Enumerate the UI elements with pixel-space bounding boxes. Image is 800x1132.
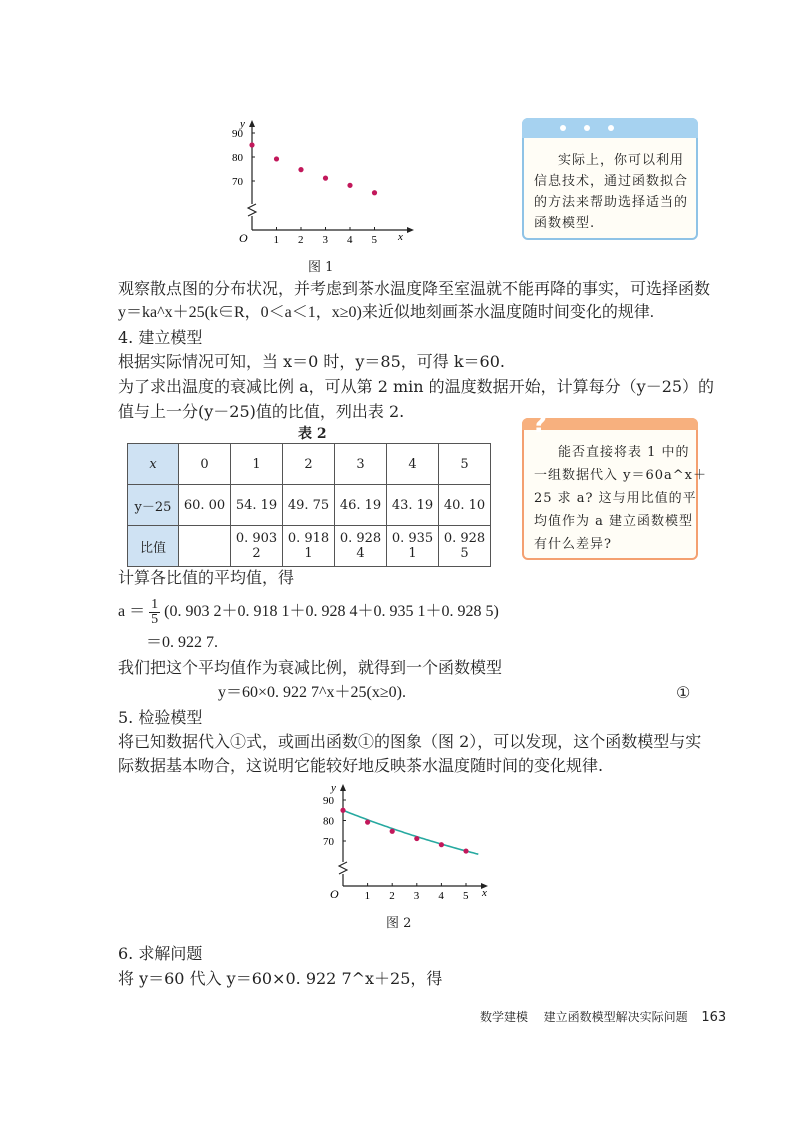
formula-prefix: a ＝ xyxy=(118,603,146,621)
note-line: 25 求 a? 这与用比值的平 xyxy=(534,491,697,506)
x-axis-label: x xyxy=(482,887,487,899)
y-tick-label: 80 xyxy=(323,815,334,828)
note-line: 信息技术，通过函数拟合 xyxy=(534,174,689,189)
footer-book: 数学建模 xyxy=(480,1010,529,1024)
table-cell: 3 xyxy=(335,444,387,485)
figure-1-caption: 图 1 xyxy=(308,260,334,275)
table-cell: 49. 75 xyxy=(283,485,335,526)
section-heading: 4. 建立模型 xyxy=(118,328,203,347)
table-cell: 5 xyxy=(439,444,491,485)
figure-1-chart xyxy=(222,112,422,262)
table-cell: 0. 928 4 xyxy=(335,526,387,567)
paragraph-line: 将已知数据代入①式，或画出函数①的图象（图 2），可以发现，这个函数模型与实 xyxy=(118,732,702,751)
row-header: 比值 xyxy=(128,526,179,567)
table-cell: 0. 918 1 xyxy=(283,526,335,567)
paragraph-line: 为了求出温度的衰减比例 a，可从第 2 min 的温度数据开始，计算每分（y－25）的 xyxy=(118,377,715,396)
fraction-denominator: 5 xyxy=(151,612,159,627)
table-row xyxy=(128,485,491,526)
table-cell: 0. 903 2 xyxy=(231,526,283,567)
origin-label: O xyxy=(330,887,339,901)
x-tick-label: 3 xyxy=(322,234,328,246)
x-axis-arrow-icon xyxy=(407,227,414,233)
row-header: y－25 xyxy=(128,485,179,526)
paragraph-line: 际数据基本吻合，这说明它能较好地反映茶水温度随时间的变化规律. xyxy=(118,756,604,775)
section-heading: 6. 求解问题 xyxy=(118,944,203,963)
axis-break-icon xyxy=(339,862,347,874)
fraction-numerator: 1 xyxy=(151,597,159,612)
data-point xyxy=(372,190,377,195)
note-line: 均值作为 a 建立函数模型 xyxy=(534,514,694,529)
table-cell: 0. 928 5 xyxy=(439,526,491,567)
axis-break-icon xyxy=(248,204,256,216)
table-cell xyxy=(179,526,231,567)
table-cell: 0 xyxy=(179,444,231,485)
y-tick-label: 70 xyxy=(323,836,334,848)
data-point xyxy=(439,842,444,847)
table-title: 表 2 xyxy=(298,426,327,442)
section-heading: 5. 检验模型 xyxy=(118,708,203,727)
x-tick-label: 1 xyxy=(364,890,371,902)
figure-2-caption: 图 2 xyxy=(386,916,412,931)
x-tick-label: 1 xyxy=(273,234,279,246)
table-2 xyxy=(127,443,491,567)
page-number: 163 xyxy=(701,1010,727,1025)
question-mark-icon: ? xyxy=(532,409,549,439)
data-point xyxy=(390,829,395,834)
x-tick-label: 5 xyxy=(371,234,377,246)
paragraph-line: 观察散点图的分布状况，并考虑到茶水温度降至室温就不能再降的事实，可选择函数 xyxy=(118,279,711,298)
page-footer xyxy=(480,1008,726,1025)
y-axis-label: y xyxy=(331,782,336,794)
table-cell: 1 xyxy=(231,444,283,485)
table-cell: 4 xyxy=(387,444,439,485)
paragraph-line: 我们把这个平均值作为衰减比例，就得到一个函数模型 xyxy=(118,658,503,677)
data-point xyxy=(249,142,254,147)
note-line: 一组数据代入 y＝60a^x＋ xyxy=(534,468,707,483)
paragraph-line: 值与上一分(y－25)值的比值，列出表 2. xyxy=(118,402,405,421)
table-cell: 60. 00 xyxy=(179,485,231,526)
table-cell: 0. 935 1 xyxy=(387,526,439,567)
y-axis-label: y xyxy=(240,118,245,130)
formula-average xyxy=(118,598,499,627)
origin-label: O xyxy=(239,231,248,245)
table-row xyxy=(128,444,491,485)
y-tick-label: 80 xyxy=(232,152,243,164)
dot-icon xyxy=(608,125,614,131)
x-axis-label: x xyxy=(398,231,403,243)
note-line: 能否直接将表 1 中的 xyxy=(558,445,690,460)
note-line: 有什么差异? xyxy=(534,537,612,552)
footer-chapter: 建立函数模型解决实际问题 xyxy=(543,1010,688,1024)
fit-curve xyxy=(343,810,478,854)
note-line: 的方法来帮助选择适当的 xyxy=(534,195,689,210)
table-cell: 40. 10 xyxy=(439,485,491,526)
row-header: x xyxy=(128,444,179,485)
y-axis-arrow-icon xyxy=(340,784,346,791)
x-tick-label: 3 xyxy=(413,890,420,902)
model-formula: y＝60×0. 922 7^x＋25(x≥0). xyxy=(218,684,406,701)
data-point xyxy=(323,176,328,181)
paragraph-line: 将 y＝60 代入 y＝60×0. 922 7^x＋25，得 xyxy=(118,969,443,988)
figure-2-axes xyxy=(339,784,488,889)
note-line: 函数模型. xyxy=(534,216,596,231)
fraction xyxy=(149,598,160,627)
y-tick-label: 90 xyxy=(323,795,334,807)
question-note-box xyxy=(522,409,707,560)
table-row xyxy=(128,526,491,567)
data-point xyxy=(340,808,345,813)
dot-icon xyxy=(560,125,566,131)
x-tick-label: 4 xyxy=(347,234,353,246)
y-tick-label: 70 xyxy=(232,176,243,188)
data-point xyxy=(298,167,303,172)
figure-1-axes xyxy=(248,120,414,233)
info-note-box xyxy=(522,118,698,240)
note-line: 实际上，你可以利用 xyxy=(558,153,685,168)
x-tick-label: 4 xyxy=(438,890,444,902)
table-cell: 2 xyxy=(283,444,335,485)
figure-2-chart xyxy=(316,778,496,908)
paragraph-line: y＝ka^x＋25(k∈R，0＜a＜1，x≥0)来近似地刻画茶水温度随时间变化的规律. xyxy=(118,304,654,321)
paragraph-line: 计算各比值的平均值，得 xyxy=(118,568,295,587)
data-point xyxy=(347,183,352,188)
table-cell: 43. 19 xyxy=(387,485,439,526)
paragraph-line: 根据实际情况可知，当 x＝0 时，y＝85，可得 k＝60. xyxy=(118,352,506,371)
data-point xyxy=(414,836,419,841)
data-point xyxy=(365,820,370,825)
dot-icon xyxy=(584,125,590,131)
x-tick-label: 2 xyxy=(389,890,395,902)
x-tick-label: 5 xyxy=(463,890,469,902)
table-cell: 46. 19 xyxy=(335,485,387,526)
y-axis-arrow-icon xyxy=(249,120,255,127)
formula-result: ＝0. 922 7. xyxy=(146,634,219,651)
formula-expression: (0. 903 2＋0. 918 1＋0. 928 4＋0. 935 1＋0. 928 5) xyxy=(164,603,499,621)
table-cell: 54. 19 xyxy=(231,485,283,526)
equation-marker: ① xyxy=(676,683,691,702)
x-tick-label: 2 xyxy=(298,234,304,246)
y-tick-label: 90 xyxy=(232,128,243,140)
data-point xyxy=(274,156,279,161)
note-tab xyxy=(522,118,698,138)
data-point xyxy=(463,848,468,853)
